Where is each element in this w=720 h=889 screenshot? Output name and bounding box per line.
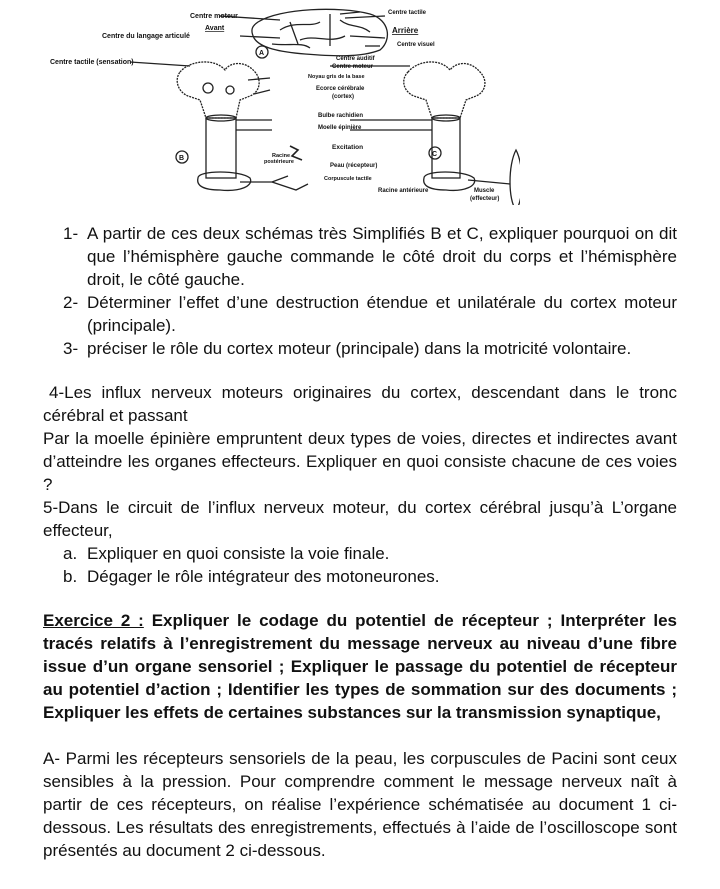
label-arriere: Arrière	[392, 26, 419, 35]
question-4	[43, 381, 677, 496]
subitem-text: Expliquer en quoi consiste la voie finale.	[87, 544, 390, 563]
label-centre-tactile-sensation: Centre tactile (sensation)	[50, 59, 134, 66]
label-centre-langage: Centre du langage articulé	[102, 33, 190, 40]
question-number: 3-	[63, 339, 79, 358]
label-racine-post-1: Racine	[272, 153, 291, 159]
question-5-subitems	[63, 542, 677, 588]
exercice-2-objectives-text: Expliquer le codage du potentiel de récepteur ; Interpréter les tracés relatifs à l’enregistrement du message nerveux au niveau d’une fibre issue d’un organe sensoriel ; Expliquer le passage du potentiel de récepteur au potentiel d’action ; Identifier les types de sommation sur des documents ; Expliquer les effets de certaines substances sur la transmission synaptique,	[43, 611, 678, 722]
exercice-2-title: Exercice 2 :	[43, 611, 144, 630]
tag-c: C	[432, 151, 438, 158]
left-section	[177, 62, 259, 118]
question-text: A partir de ces deux schémas très Simplifiés B et C, expliquer pourquoi on dit que l’hémisphère gauche commande le côté droit du corps et l’hémisphère droit, le côté gauche.	[87, 224, 677, 289]
label-muscle: Muscle	[474, 188, 495, 194]
question-text: Déterminer l’effet d’une destruction étendue et unilatérale du cortex moteur (principale).	[87, 293, 677, 335]
subitem-text: Dégager le rôle intégrateur des motoneurones.	[87, 567, 440, 586]
question-text: préciser le rôle du cortex moteur (principale) dans la motricité volontaire.	[87, 339, 632, 358]
question-4-intro: 4-Les influx nerveux moteurs originaires du cortex, descendant dans le tronc cérébral et passant	[43, 383, 677, 425]
subitem-letter: a.	[63, 544, 78, 563]
subitem-a	[63, 542, 677, 565]
label-centre-auditif: Centre auditif	[336, 56, 375, 62]
question-3	[63, 337, 677, 360]
part-a-text: A- Parmi les récepteurs sensoriels de la peau, les corpuscules de Pacini sont ceux sensibles à la pression. Pour comprendre comment le message nerveux naît à partir de ces récepteurs, on réalise l’expérience schématisée au document 1 ci-dessous. Les résultats des enregistrements, effectués à l’aide de l’oscilloscope sont présentés au document 2 ci-dessous.	[43, 749, 677, 860]
question-2	[63, 291, 677, 337]
label-centre-tactile-top: Centre tactile	[388, 10, 427, 16]
muscle-shape	[510, 150, 520, 205]
tag-a: A	[259, 50, 265, 57]
label-ecorce: Ecorce cérébrale	[316, 86, 365, 92]
subitem-b	[63, 565, 677, 588]
right-section	[404, 62, 485, 118]
label-centre-moteur-top: Centre moteur	[190, 13, 238, 20]
questions-list	[63, 222, 677, 360]
exercice-2-objectives	[43, 609, 677, 724]
label-effecteur: (effecteur)	[470, 196, 500, 202]
label-racine-anterieure: Racine antérieure	[378, 188, 429, 194]
label-corpuscule: Corpuscule tactile	[324, 176, 372, 182]
question-4-body: Par la moelle épinière empruntent deux types de voies, directes et indirectes avant d’atteindre les organes effecteurs. Expliquer en quoi consiste chacune de ces voies ?	[43, 429, 677, 494]
label-racine-post-2: postérieure	[264, 159, 294, 165]
label-noyau-gris: Noyau gris de la base	[308, 74, 365, 80]
tag-b: B	[179, 155, 185, 162]
nervous-system-diagram	[40, 0, 520, 205]
question-1	[63, 222, 677, 291]
label-bulbe: Bulbe rachidien	[318, 113, 364, 119]
subitem-letter: b.	[63, 567, 78, 586]
label-excitation: Excitation	[332, 144, 364, 151]
label-centre-moteur-mid: Centre moteur	[332, 64, 374, 70]
label-centre-visuel: Centre visuel	[397, 42, 435, 48]
question-5-intro: 5-Dans le circuit de l’influx nerveux moteur, du cortex cérébral jusqu’à L’organe effecteur,	[43, 498, 677, 540]
label-cortex: (cortex)	[332, 94, 355, 100]
question-5	[43, 496, 677, 542]
exercice-2-part-a	[43, 747, 677, 862]
diagram-svg	[40, 0, 520, 205]
label-moelle: Moelle épinière	[318, 125, 362, 131]
question-number: 1-	[63, 224, 79, 243]
label-avant: Avant	[205, 25, 225, 32]
question-number: 2-	[63, 293, 79, 312]
label-peau: Peau (récepteur)	[330, 163, 378, 169]
